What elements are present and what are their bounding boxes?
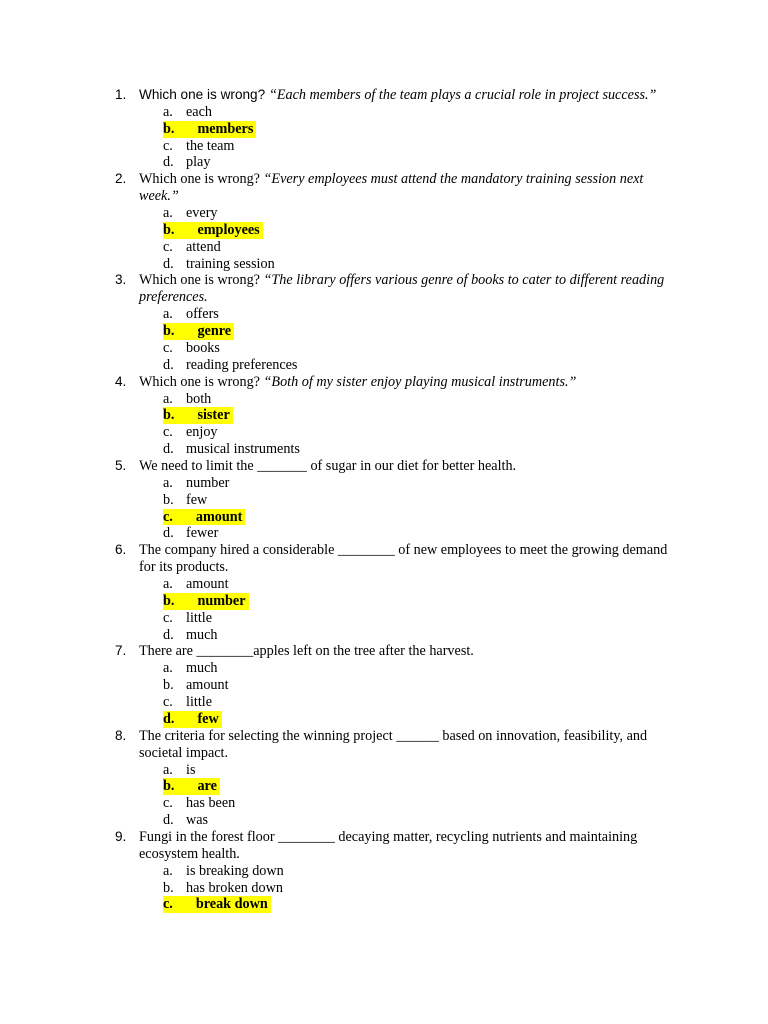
- correct-answer-option: [139, 711, 679, 728]
- option-letter: b.: [163, 120, 175, 137]
- answer-option: [139, 492, 679, 509]
- option-list: [139, 205, 679, 272]
- option-letter: d.: [163, 154, 174, 171]
- question-text: [139, 87, 679, 104]
- question-stem: The criteria for selecting the winning project ______ based on innovation, feasibility, and societal impact.: [139, 727, 648, 761]
- question-text: [139, 728, 679, 762]
- correct-answer-option: [139, 509, 679, 526]
- answer-option: [139, 138, 679, 155]
- option-letter: a.: [163, 306, 173, 323]
- option-letter: d.: [163, 356, 174, 373]
- option-text: members: [197, 120, 254, 137]
- option-text: number: [197, 592, 246, 609]
- option-letter: d.: [163, 812, 174, 829]
- option-text: few: [186, 491, 208, 508]
- answer-highlight: [163, 323, 234, 340]
- option-text: amount: [186, 677, 229, 694]
- question-item: [115, 727, 679, 829]
- question-text: [139, 374, 679, 391]
- answer-option: [139, 104, 679, 121]
- answer-option: [139, 256, 679, 273]
- option-text: training session: [186, 255, 275, 272]
- question-sentence: “Each members of the team plays a crucial role in project success.”: [268, 87, 657, 103]
- correct-answer-option: [139, 222, 679, 239]
- option-list: [139, 660, 679, 727]
- option-text: each: [186, 103, 212, 120]
- question-number: 9.: [115, 828, 127, 844]
- question-number: 4.: [115, 373, 127, 389]
- question-text: [139, 272, 679, 306]
- answer-option: [139, 205, 679, 222]
- question-stem: Which one is wrong?: [139, 373, 264, 390]
- option-text: offers: [186, 306, 219, 323]
- option-text: musical instruments: [186, 441, 300, 458]
- option-letter: a.: [163, 103, 173, 120]
- option-list: [139, 104, 679, 171]
- answer-highlight: [163, 121, 256, 138]
- option-text: much: [186, 660, 218, 677]
- answer-option: [139, 391, 679, 408]
- option-letter: d.: [163, 710, 175, 727]
- option-letter: b.: [163, 407, 175, 424]
- option-text: are: [197, 778, 217, 795]
- answer-highlight: [163, 778, 220, 795]
- option-letter: b.: [163, 323, 175, 340]
- option-text: every: [186, 205, 218, 222]
- option-letter: c.: [163, 508, 173, 525]
- question-stem: Fungi in the forest floor ________ decaying matter, recycling nutrients and maintaining ecosystem health.: [139, 828, 638, 862]
- answer-option: [139, 610, 679, 627]
- question-stem: We need to limit the _______ of sugar in our diet for better health.: [139, 457, 517, 474]
- question-text: [139, 171, 679, 205]
- option-letter: d.: [163, 255, 174, 272]
- answer-highlight: [163, 711, 222, 728]
- question-item: [115, 542, 679, 643]
- question-number: 8.: [115, 727, 127, 743]
- option-letter: c.: [163, 609, 173, 626]
- option-text: genre: [197, 323, 232, 340]
- question-item: [115, 457, 679, 542]
- question-text: [139, 643, 679, 660]
- option-text: has broken down: [186, 879, 283, 896]
- answer-option: [139, 762, 679, 779]
- option-letter: a.: [163, 660, 173, 677]
- option-text: play: [186, 154, 211, 171]
- option-list: [139, 863, 679, 914]
- answer-highlight: [163, 593, 249, 610]
- option-text: employees: [197, 221, 260, 238]
- answer-option: [139, 525, 679, 542]
- answer-option: [139, 660, 679, 677]
- option-text: books: [186, 339, 220, 356]
- answer-option: [139, 441, 679, 458]
- answer-option: [139, 340, 679, 357]
- option-text: attend: [186, 238, 221, 255]
- answer-highlight: [163, 222, 263, 239]
- question-sentence: “Both of my sister enjoy playing musical instruments.”: [263, 373, 577, 390]
- question-number: 7.: [115, 643, 127, 659]
- correct-answer-option: [139, 407, 679, 424]
- option-letter: a.: [163, 761, 173, 778]
- answer-option: [139, 694, 679, 711]
- option-letter: b.: [163, 778, 175, 795]
- option-letter: b.: [163, 879, 174, 896]
- option-text: was: [186, 812, 209, 829]
- option-text: reading preferences: [186, 356, 298, 373]
- option-text: much: [186, 626, 218, 643]
- question-item: [115, 171, 679, 272]
- answer-option: [139, 863, 679, 880]
- answer-highlight: [163, 896, 271, 913]
- option-letter: c.: [163, 795, 173, 812]
- option-list: [139, 391, 679, 458]
- answer-option: [139, 306, 679, 323]
- question-number: 3.: [115, 272, 127, 288]
- correct-answer-option: [139, 896, 679, 913]
- correct-answer-option: [139, 323, 679, 340]
- answer-option: [139, 627, 679, 644]
- question-list: [115, 87, 679, 913]
- option-text: number: [186, 474, 230, 491]
- option-text: both: [186, 390, 212, 407]
- answer-option: [139, 475, 679, 492]
- option-text: amount: [195, 508, 243, 525]
- correct-answer-option: [139, 778, 679, 795]
- option-letter: c.: [163, 694, 173, 710]
- option-letter: c.: [163, 339, 173, 356]
- option-letter: d.: [163, 626, 174, 643]
- answer-option: [139, 880, 679, 897]
- option-letter: a.: [163, 390, 173, 407]
- option-text: amount: [186, 576, 229, 593]
- option-letter: d.: [163, 441, 174, 458]
- option-letter: c.: [163, 238, 173, 255]
- option-list: [139, 576, 679, 643]
- answer-highlight: [163, 407, 233, 424]
- answer-option: [139, 795, 679, 812]
- option-text: is: [186, 761, 196, 778]
- option-list: [139, 306, 679, 373]
- option-letter: b.: [163, 221, 175, 238]
- question-item: [115, 828, 679, 913]
- answer-option: [139, 812, 679, 829]
- answer-option: [139, 357, 679, 374]
- option-letter: a.: [163, 474, 173, 491]
- option-letter: b.: [163, 491, 174, 508]
- question-number: 2.: [115, 171, 127, 187]
- option-text: the team: [186, 137, 235, 154]
- answer-option: [139, 424, 679, 441]
- option-letter: c.: [163, 424, 173, 441]
- option-letter: c.: [163, 137, 173, 154]
- question-number: 6.: [115, 542, 127, 558]
- answer-option: [139, 154, 679, 171]
- answer-option: [139, 239, 679, 256]
- option-text: little: [186, 609, 213, 626]
- question-sentence: “The library offers various genre of books to cater to different reading preferences.: [139, 272, 665, 306]
- option-letter: b.: [163, 592, 175, 609]
- option-letter: a.: [163, 576, 173, 593]
- option-letter: a.: [163, 862, 173, 879]
- option-text: sister: [197, 407, 230, 424]
- option-letter: c.: [163, 896, 173, 913]
- question-text: [139, 458, 679, 475]
- option-letter: a.: [163, 205, 173, 222]
- question-text: [139, 542, 679, 576]
- question-number: 1.: [115, 87, 127, 102]
- option-letter: b.: [163, 677, 174, 694]
- question-sentence: “Every employees must attend the mandatory training session next week.”: [139, 171, 644, 205]
- option-list: [139, 762, 679, 829]
- option-text: break down: [195, 896, 268, 913]
- question-item: [115, 87, 679, 171]
- question-item: [115, 373, 679, 458]
- option-list: [139, 475, 679, 542]
- option-text: fewer: [186, 525, 219, 542]
- option-text: has been: [186, 795, 236, 812]
- correct-answer-option: [139, 121, 679, 138]
- option-text: enjoy: [186, 424, 218, 441]
- option-text: little: [186, 694, 213, 710]
- question-stem: There are ________apples left on the tree after the harvest.: [139, 643, 474, 660]
- option-text: few: [197, 710, 219, 727]
- question-stem: Which one is wrong?: [139, 272, 264, 289]
- question-number: 5.: [115, 457, 127, 473]
- answer-highlight: [163, 509, 245, 526]
- correct-answer-option: [139, 593, 679, 610]
- question-item: [115, 643, 679, 727]
- question-lead: Which one is wrong?: [139, 87, 269, 102]
- question-item: [115, 272, 679, 373]
- question-stem: The company hired a considerable ________ of new employees to meet the growing demand for its products.: [139, 542, 668, 576]
- question-stem: Which one is wrong?: [139, 171, 264, 188]
- question-text: [139, 829, 679, 863]
- option-letter: d.: [163, 525, 174, 542]
- option-text: is breaking down: [186, 862, 284, 879]
- answer-option: [139, 677, 679, 694]
- answer-option: [139, 576, 679, 593]
